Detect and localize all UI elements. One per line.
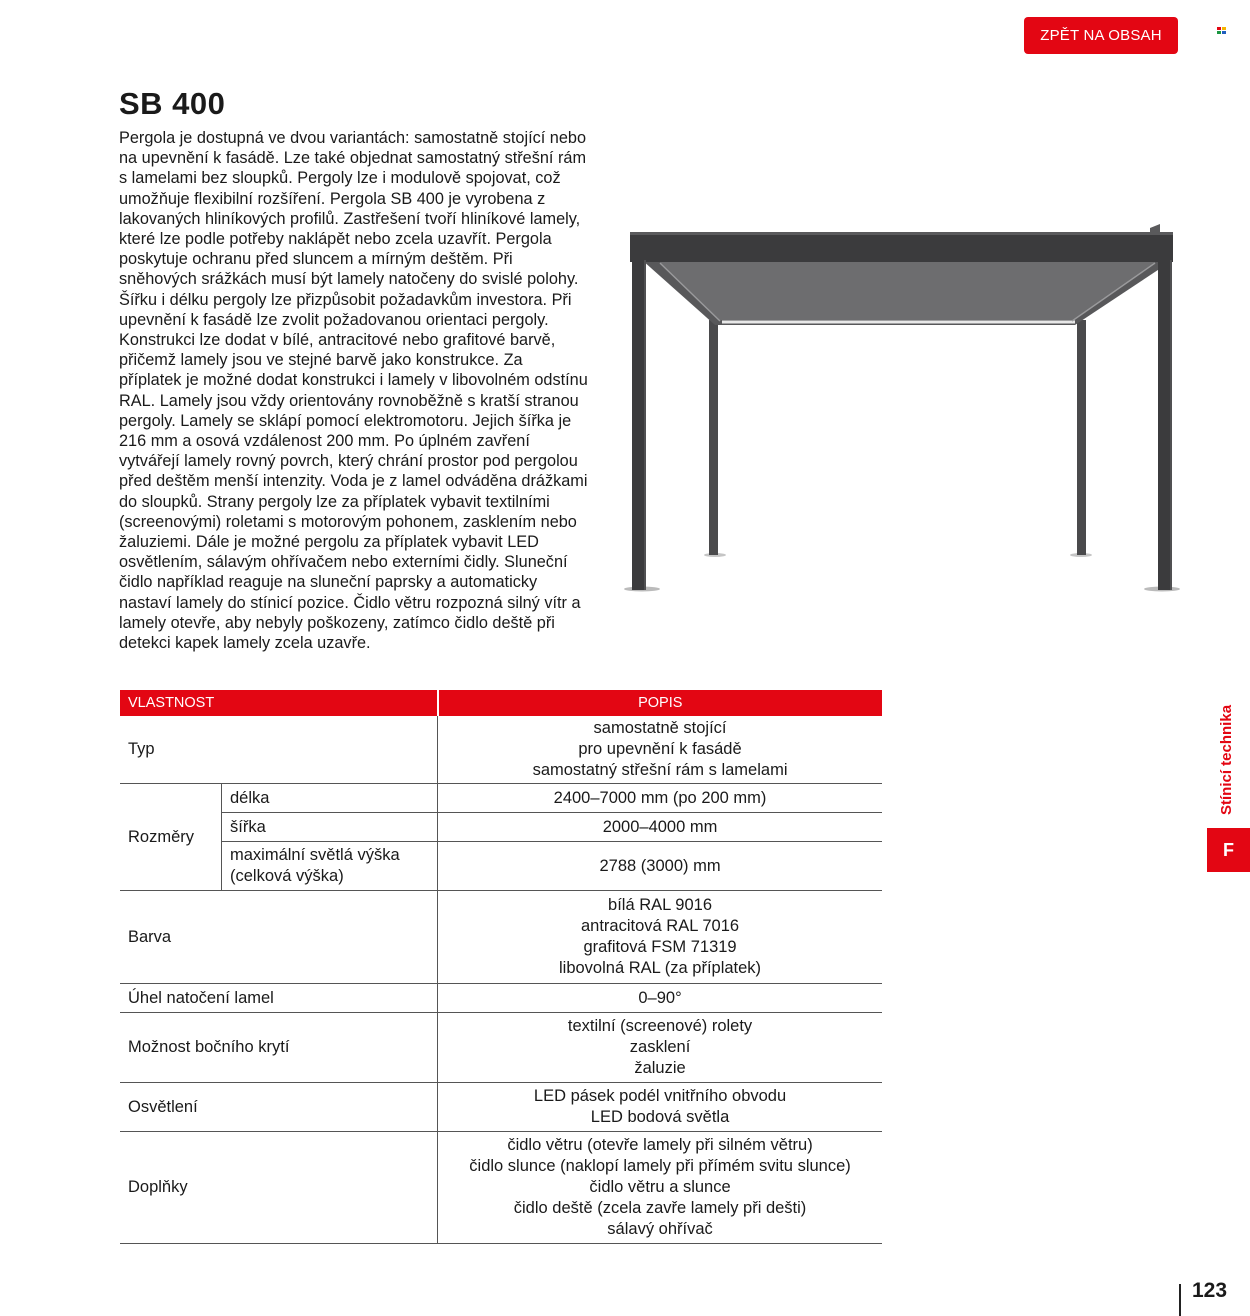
back-to-contents-button[interactable]: ZPĚT NA OBSAH bbox=[1024, 17, 1178, 54]
specification-table bbox=[120, 690, 882, 1244]
row-label-color: Barva bbox=[120, 891, 438, 984]
value-line: žaluzie bbox=[634, 1059, 686, 1077]
row-label-type: Typ bbox=[120, 716, 438, 784]
row-label-angle: Úhel natočení lamel bbox=[120, 984, 438, 1013]
value-line: maximální světlá výška bbox=[230, 846, 400, 864]
value-line: textilní (screenové) rolety bbox=[567, 1017, 753, 1035]
table-row bbox=[120, 784, 882, 813]
value-line: čidlo větru a slunce bbox=[589, 1178, 731, 1196]
value-line: (celková výška) bbox=[230, 867, 344, 885]
row-label-accessories: Doplňky bbox=[120, 1132, 438, 1244]
row-value-side-cover bbox=[438, 1013, 882, 1083]
table-header-row bbox=[120, 690, 882, 716]
header-property: VLASTNOST bbox=[120, 690, 438, 716]
section-tab-f[interactable]: F bbox=[1207, 828, 1250, 872]
row-value-lighting bbox=[438, 1083, 882, 1132]
row-label-dimensions: Rozměry bbox=[120, 784, 222, 891]
page-number-divider bbox=[1179, 1284, 1181, 1316]
dimension-width-value: 2000–4000 mm bbox=[438, 813, 882, 842]
intro-paragraph-1: Pergola je dostupná ve dvou variantách: samostatně stojící nebo na upevnění k fasádě. Lze také objednat samostatný střešní rám s lamelami bez sloupků. Pergoly lze i modulově spojovat, což umožňuje flexibilní rozšíření. Pergola SB 400 je vyrobena z lakovaných hliníkových profilů. Zastřešení tvoří hliníkové lamely, které lze podle potřeby naklápět nebo zcela uzavřít. Pergola poskytuje ochranu před sluncem a mírným deštěm. Při sněhových srážkách musí být lamely natočeny do svislé polohy. bbox=[119, 129, 587, 289]
dimension-height-label bbox=[222, 842, 438, 891]
intro-paragraph-2: Šířku i délku pergoly lze přizpůsobit požadavkům investora. Při upevnění k fasádě lze zvolit požadovanou orientaci pergoly. Konstrukci lze dodat v bílé, antracitové nebo grafitové barvě, přičemž lamely jsou ve stejné barvě jako konstrukce. Za příplatek je možné dodat konstrukci i lamely v libovolném odstínu RAL. Lamely jsou vždy orientovány rovnoběžně s kratší stranou pergoly. Lamely se sklápí pomocí elektromotoru. Jejich šířka je 216 mm a osová vzdálenost 200 mm. Po úplném zavření vytvářejí lamely rovný povrch, který chrání prostor pod pergolou před deštěm menší intenzity. Voda je z lamel odváděna drážkami do sloupků. Strany pergoly lze za příplatek vybavit textilními (screenovými) roletami s motorovým pohonem, zasklením nebo žaluziemi. Dále je možné pergolu za příplatek vybavit LED osvětlením, sálavým ohřívačem nebo externími čidly. Sluneční čidlo například reaguje na sluneční paprsky a automaticky nastaví lamely do stínicí pozice. Čidlo větru rozpozná silný vítr a lamely otevře, aby nebyly poškozeny, zatímco čidlo deště při detekci kapek lamely zcela uzavře. bbox=[119, 290, 588, 653]
dimension-width-label: šířka bbox=[222, 813, 438, 842]
value-line: LED bodová světla bbox=[590, 1108, 730, 1126]
row-value-angle: 0–90° bbox=[438, 984, 882, 1013]
dimension-length-value: 2400–7000 mm (po 200 mm) bbox=[438, 784, 882, 813]
row-label-lighting: Osvětlení bbox=[120, 1083, 438, 1132]
value-line: LED pásek podél vnitřního obvodu bbox=[533, 1087, 787, 1105]
value-line: zasklení bbox=[629, 1038, 691, 1056]
brand-logo-icon bbox=[1217, 27, 1227, 35]
row-value-type bbox=[438, 716, 882, 784]
row-value-accessories bbox=[438, 1132, 882, 1244]
pergola-product-image bbox=[620, 220, 1186, 600]
value-line: čidlo deště (zcela zavře lamely při dešti) bbox=[513, 1199, 807, 1217]
table-row bbox=[120, 984, 882, 1013]
value-line: čidlo větru (otevře lamely při silném větru) bbox=[507, 1136, 813, 1154]
table-row bbox=[120, 1083, 882, 1132]
table-row bbox=[120, 716, 882, 784]
page-number: 123 bbox=[1192, 1279, 1228, 1302]
value-line: samostatně stojící bbox=[593, 719, 727, 737]
dimension-height-value: 2788 (3000) mm bbox=[438, 842, 882, 891]
product-description bbox=[119, 128, 589, 653]
dimension-length-label: délka bbox=[222, 784, 438, 813]
value-line: samostatný střešní rám s lamelami bbox=[532, 761, 788, 779]
row-value-color bbox=[438, 891, 882, 984]
value-line: grafitová FSM 71319 bbox=[583, 938, 737, 956]
page-title: SB 400 bbox=[119, 86, 226, 121]
value-line: pro upevnění k fasádě bbox=[578, 740, 742, 758]
value-line: bílá RAL 9016 bbox=[608, 896, 713, 914]
value-line: čidlo slunce (naklopí lamely při přímém svitu slunce) bbox=[469, 1157, 851, 1175]
table-row bbox=[120, 1132, 882, 1244]
table-row bbox=[120, 891, 882, 984]
table-row bbox=[120, 1013, 882, 1083]
row-label-side-cover: Možnost bočního krytí bbox=[120, 1013, 438, 1083]
header-description: POPIS bbox=[438, 690, 882, 716]
value-line: sálavý ohřívač bbox=[607, 1220, 713, 1238]
value-line: libovolná RAL (za příplatek) bbox=[558, 959, 762, 977]
section-label: Stínicí technika bbox=[1218, 704, 1235, 815]
value-line: antracitová RAL 7016 bbox=[580, 917, 740, 935]
table-row bbox=[120, 813, 882, 842]
table-row bbox=[120, 842, 882, 891]
